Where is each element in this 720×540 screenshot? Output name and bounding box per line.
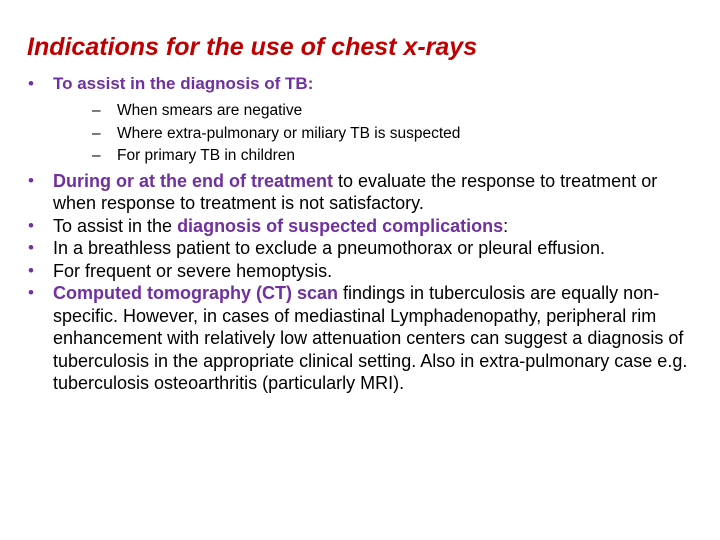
sub-item-smears-negative <box>85 100 700 123</box>
bullet-icon: • <box>28 260 34 280</box>
sub-item-text: For primary TB in children <box>117 147 296 164</box>
sub-item-primary-tb-children <box>85 145 700 168</box>
slide-title: Indications for the use of chest x-rays <box>27 33 478 61</box>
item-highlight: During or at the end of treatment <box>53 170 334 191</box>
item-pre: In a breathless patient to exclude a pneumothorax or pleural effusion. <box>53 238 606 258</box>
item-pre: To assist in the <box>53 215 178 236</box>
list-item-breathless-patient <box>0 237 720 260</box>
sub-item-text: Where extra-pulmonary or miliary TB is suspected <box>117 124 461 142</box>
bullet-icon: • <box>28 170 34 190</box>
bullet-icon: • <box>28 215 34 235</box>
item-highlight: diagnosis of suspected complications <box>177 215 504 236</box>
sub-item-text: When smears are negative <box>117 102 303 119</box>
list-item-hemoptysis <box>0 260 720 283</box>
bullet-icon: • <box>28 238 34 257</box>
sub-list <box>53 100 700 168</box>
item-text: to evaluate the response to treatment or when response to treatment is not satisfactory. <box>53 170 658 213</box>
item-pre: For frequent or severe hemoptysis. <box>53 260 333 281</box>
list-item-ct-scan <box>0 282 720 395</box>
bullet-list <box>0 72 720 395</box>
item-highlight: To assist in the diagnosis of TB: <box>53 74 314 93</box>
list-item-complications <box>0 215 720 238</box>
bullet-icon: • <box>28 283 34 302</box>
dash-icon: – <box>92 147 101 164</box>
item-text: findings in tuberculosis are equally non-specific. However, in cases of mediastinal Lymphadenopathy, peripheral rim enhancement with relatively low attenuation centers can suggest a diagnosis of tuberculosis in the appropriate clinical setting. Also in extra-pulmonary case e.g. tuberculosis osteoarthritis (particularly MRI). <box>53 283 688 393</box>
sub-item-extra-pulmonary <box>85 123 700 146</box>
list-item-during-treatment <box>0 170 720 215</box>
item-text: : <box>503 215 509 236</box>
dash-icon: – <box>92 102 101 119</box>
list-item-diagnosis-of-tb <box>0 72 720 168</box>
dash-icon: – <box>92 124 101 142</box>
bullet-icon: • <box>28 74 34 93</box>
item-highlight: Computed tomography (CT) scan <box>53 283 339 303</box>
